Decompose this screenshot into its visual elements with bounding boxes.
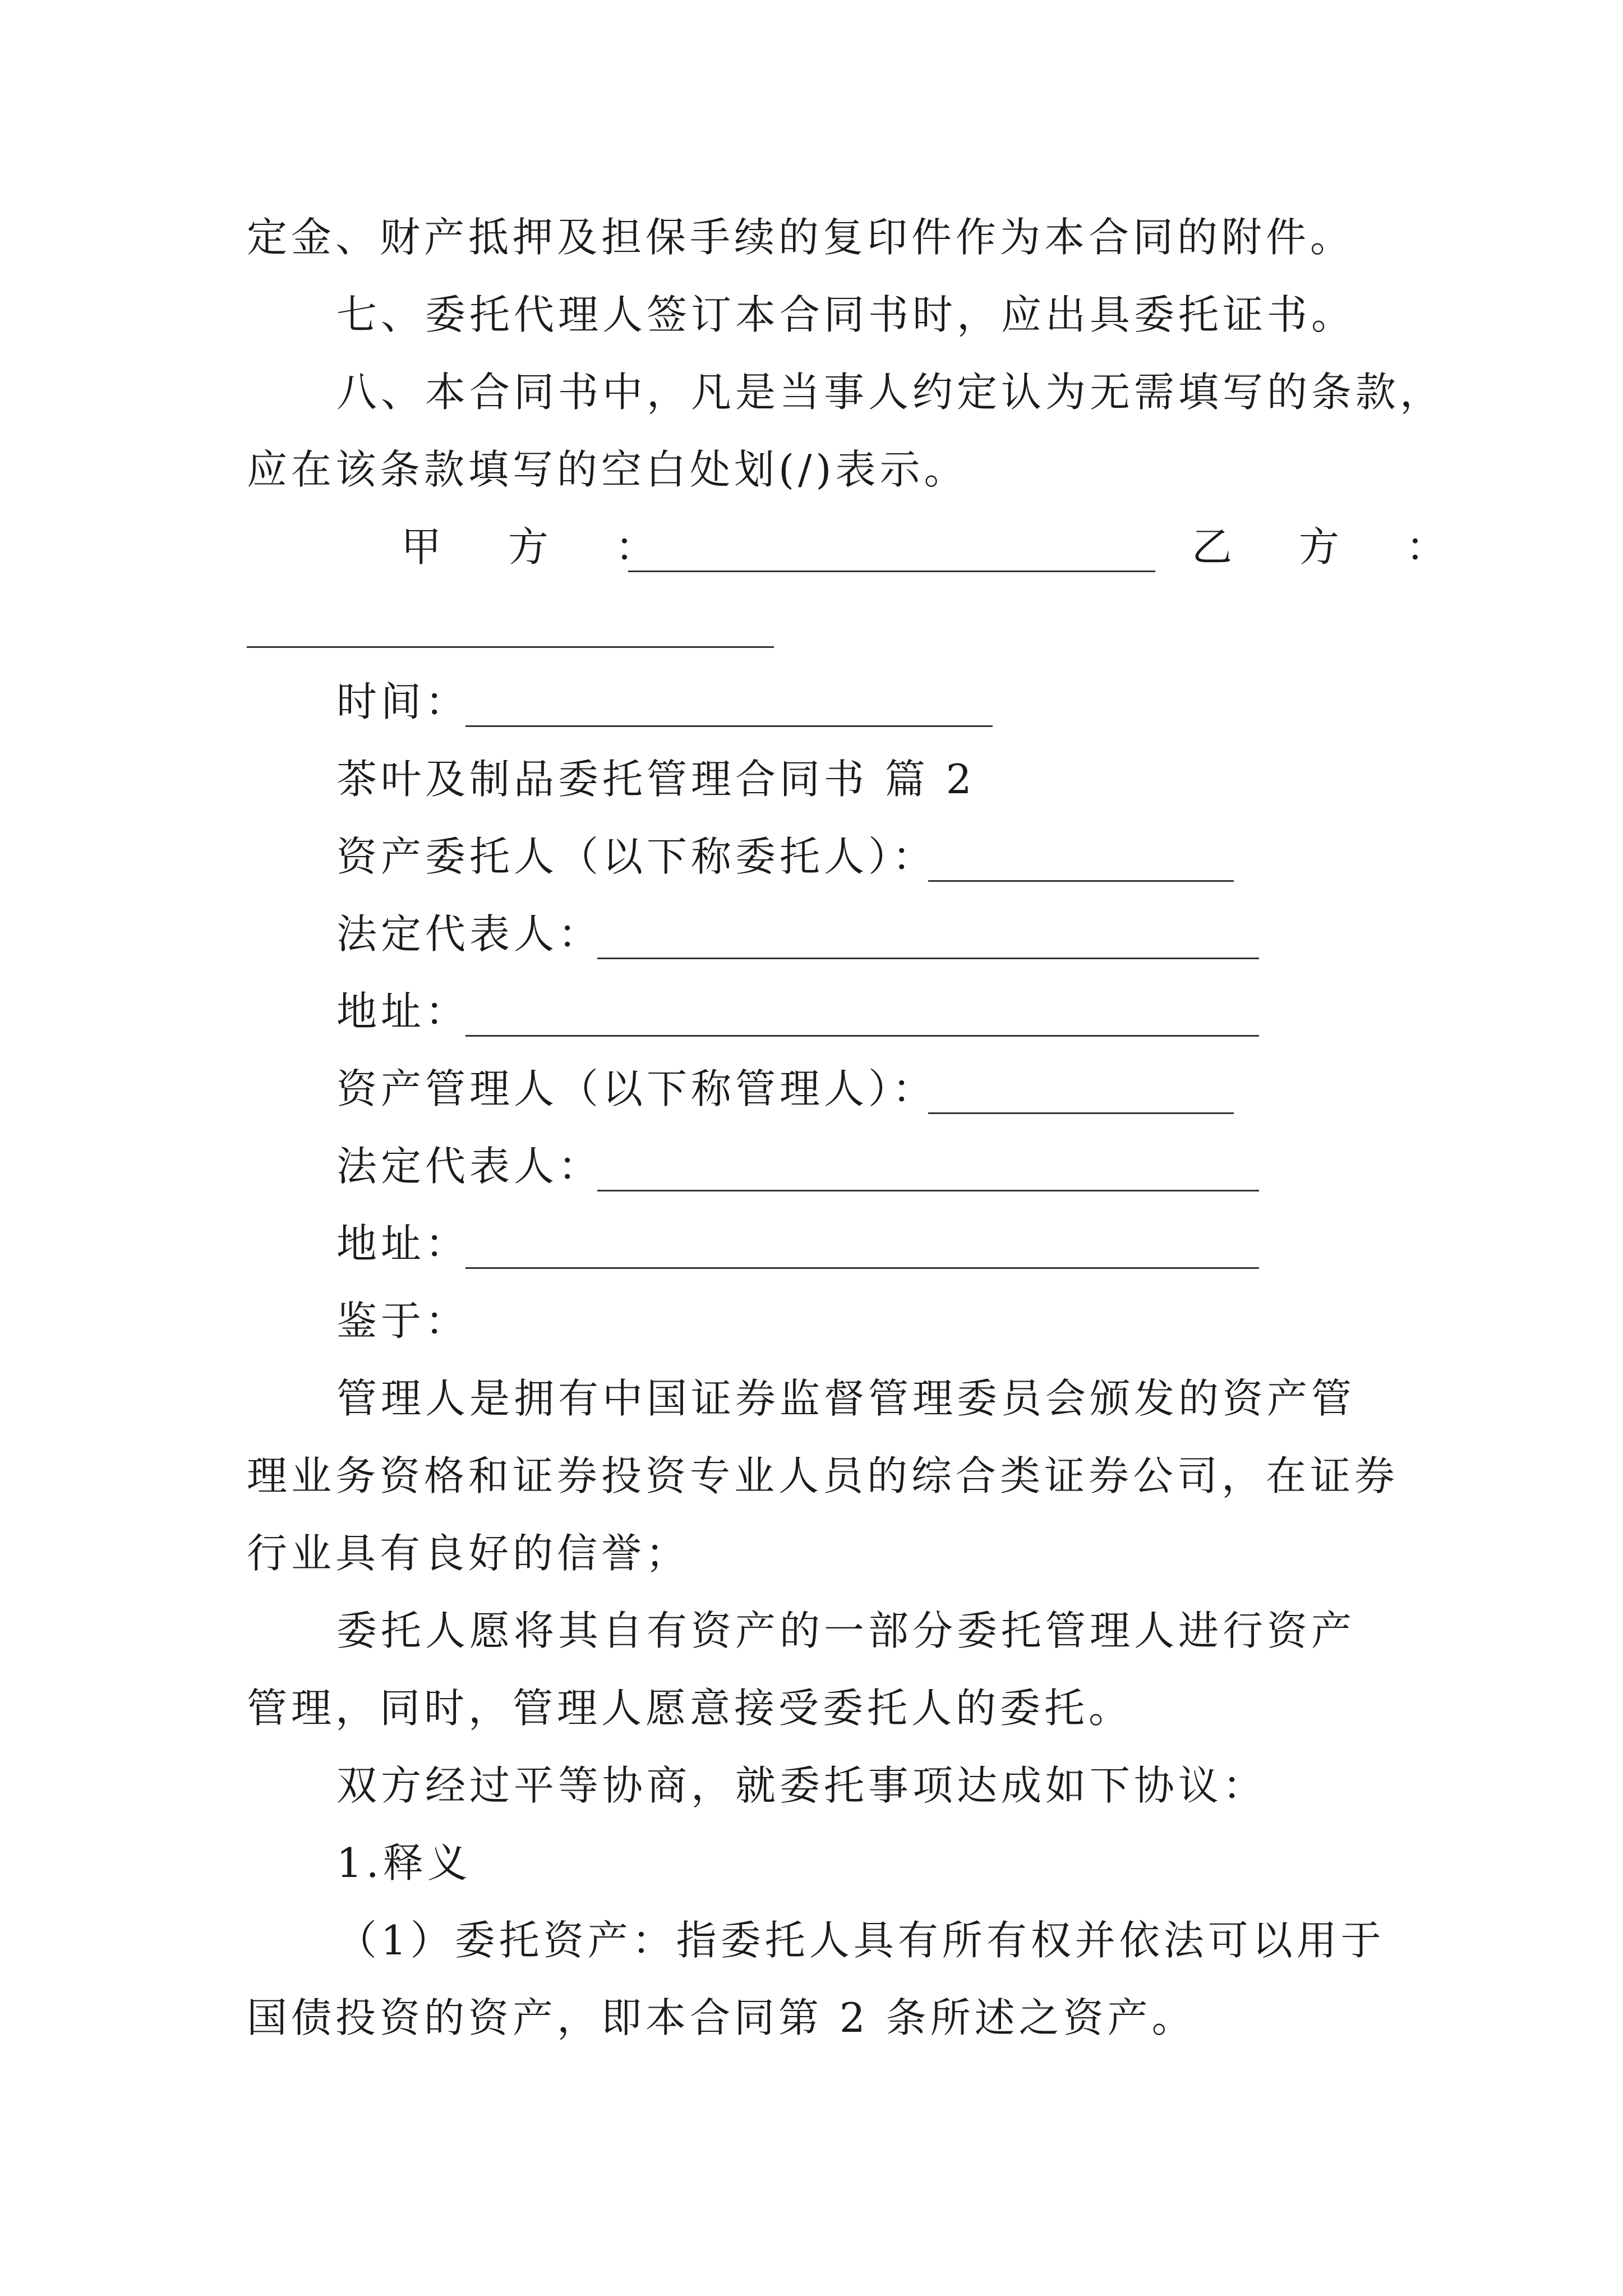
text-line: 理业务资格和证券投资专业人员的综合类证券公司，在证券 — [247, 1452, 1399, 1499]
address-blank[interactable] — [465, 1035, 1259, 1037]
legal-rep-label: 法定代表人： — [336, 1143, 603, 1190]
text-line: 国债投资的资产，即本合同第 2 条所述之资产。 — [247, 1994, 1196, 2041]
entrustor-label: 资产委托人（以下称委托人）： — [336, 833, 937, 880]
text-line: （1）委托资产：指委托人具有所有权并依法可以用于 — [336, 1917, 1385, 1964]
text-line: 七、委托代理人签订本合同书时，应出具委托证书。 — [336, 291, 1356, 338]
text-line: 委托人愿将其自有资产的一部分委托管理人进行资产 — [336, 1607, 1356, 1654]
party-b-blank[interactable] — [247, 646, 774, 648]
time-blank[interactable] — [465, 725, 993, 727]
address-label: 地址： — [336, 988, 470, 1035]
text-line: 应在该条款填写的空白处划(/)表示。 — [247, 446, 969, 493]
text-line: 定金、财产抵押及担保手续的复印件作为本合同的附件。 — [247, 214, 1355, 261]
legal-rep-blank[interactable] — [597, 958, 1259, 959]
manager-label: 资产管理人（以下称管理人）： — [336, 1065, 937, 1112]
legal-rep-blank[interactable] — [597, 1190, 1259, 1191]
address-label: 地址： — [336, 1220, 470, 1267]
party-a-label: 甲 方 ： — [401, 523, 683, 570]
section-title: 茶叶及制品委托管理合同书 篇 2 — [336, 756, 976, 803]
address-blank[interactable] — [465, 1267, 1259, 1269]
manager-blank[interactable] — [928, 1112, 1234, 1114]
party-a-blank[interactable] — [628, 570, 1155, 572]
text-line: 管理人是拥有中国证券监督管理委员会颁发的资产管 — [336, 1375, 1356, 1422]
text-line: 行业具有良好的信誉； — [247, 1530, 690, 1577]
text-line: 八、本合同书中，凡是当事人约定认为无需填写的条款， — [336, 369, 1445, 416]
time-label: 时间： — [336, 678, 470, 725]
party-b-label: 乙 方 ： — [1192, 523, 1473, 570]
section-heading: 1.释义 — [336, 1839, 472, 1887]
text-line: 双方经过平等协商，就委托事项达成如下协议： — [336, 1762, 1267, 1809]
legal-rep-label: 法定代表人： — [336, 910, 603, 958]
whereas-label: 鉴于： — [336, 1297, 470, 1345]
entrustor-blank[interactable] — [928, 880, 1234, 882]
text-line: 管理，同时，管理人愿意接受委托人的委托。 — [247, 1685, 1133, 1732]
